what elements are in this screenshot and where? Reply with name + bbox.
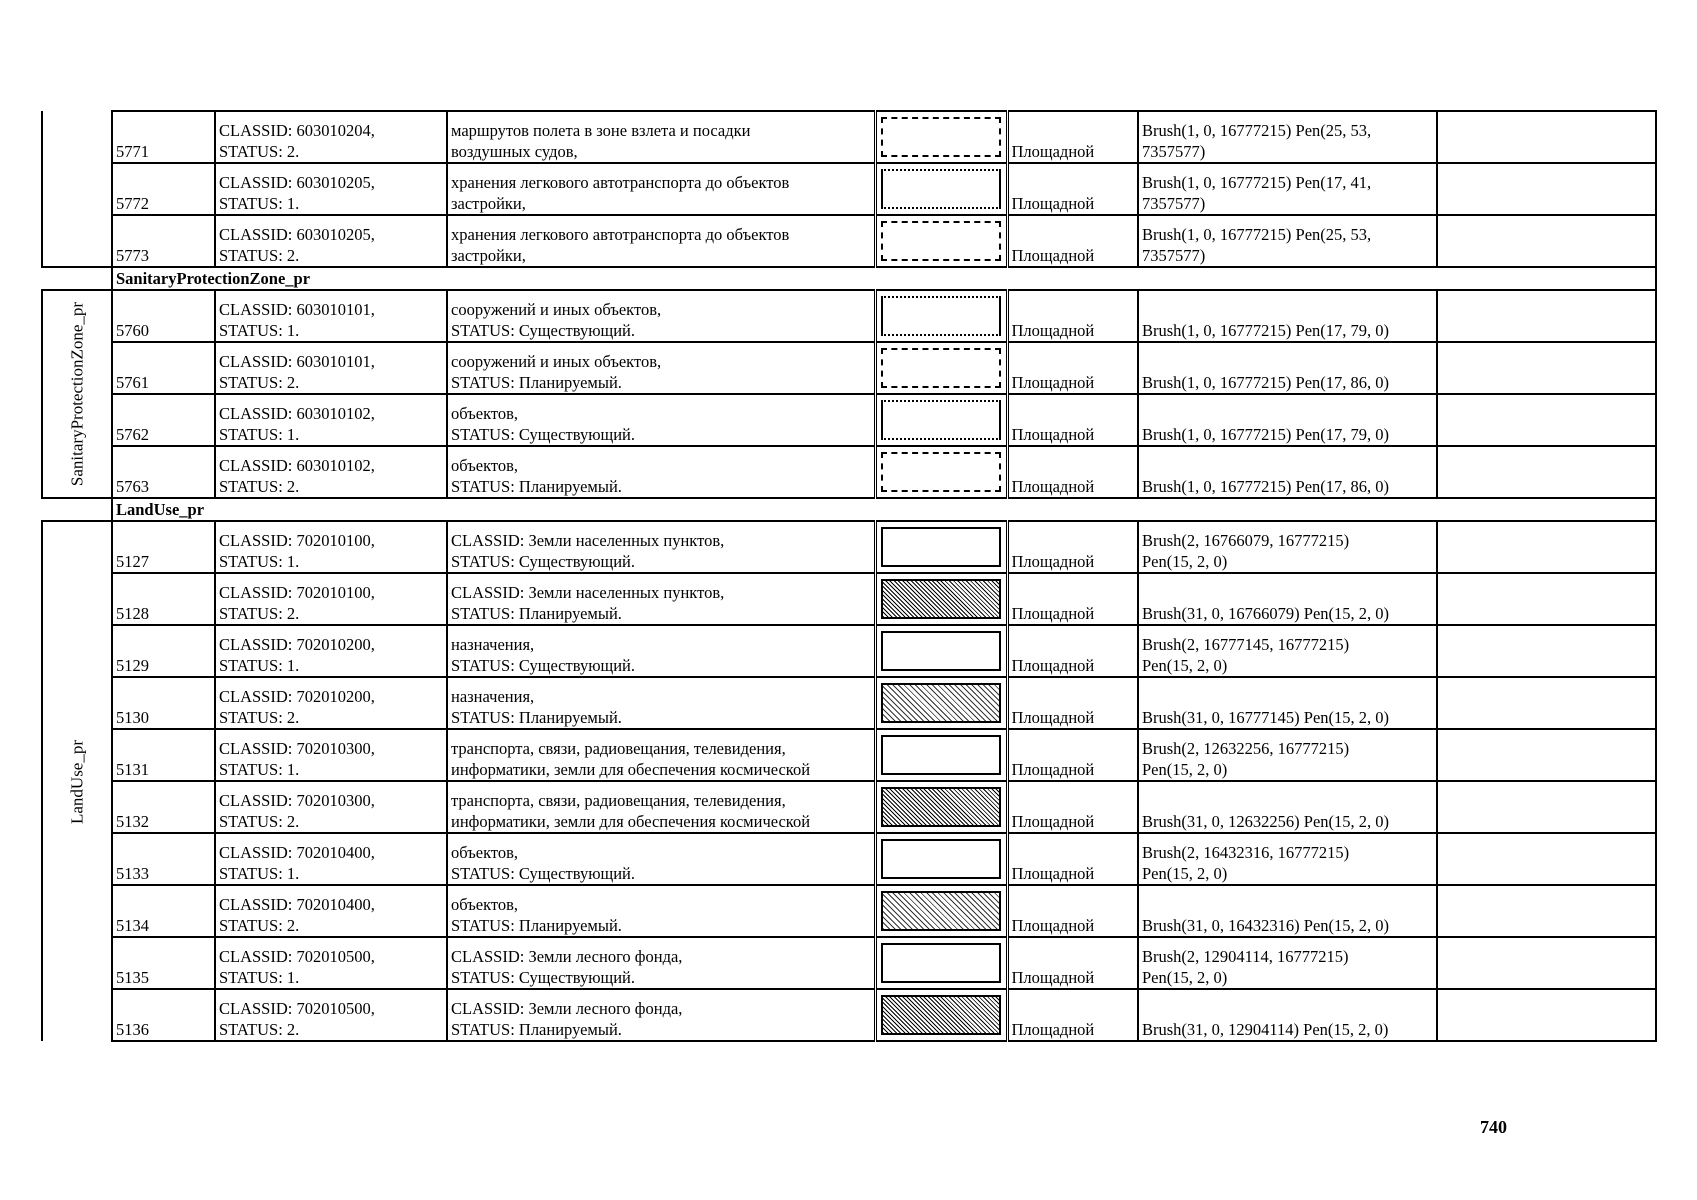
symbol-cell xyxy=(875,446,1007,498)
style-cell xyxy=(1138,833,1437,885)
style-cell xyxy=(1138,885,1437,937)
object-id: 5136 xyxy=(116,1020,149,1039)
description-line-2: застройки, xyxy=(451,246,526,265)
classid-text: CLASSID: 603010204, xyxy=(219,121,375,140)
geometry-type-cell xyxy=(1007,342,1138,394)
description-line-2: STATUS: Существующий. xyxy=(451,552,636,571)
geometry-type-cell xyxy=(1007,394,1138,446)
style-line-2: Brush(1, 0, 16777215) Pen(17, 79, 0) xyxy=(1142,425,1390,444)
symbol-swatch xyxy=(881,735,1001,775)
status-text: STATUS: 1. xyxy=(219,194,300,213)
symbol-cell xyxy=(875,163,1007,215)
description-line-1: назначения, xyxy=(451,687,535,706)
style-cell xyxy=(1138,290,1437,342)
geometry-type: Площадной xyxy=(1011,321,1095,340)
style-line-2: Pen(15, 2, 0) xyxy=(1142,968,1228,987)
object-id-cell xyxy=(112,677,215,729)
classid-text: CLASSID: 702010500, xyxy=(219,947,375,966)
object-id-cell xyxy=(112,937,215,989)
description-line-2: застройки, xyxy=(451,194,526,213)
symbol-cell xyxy=(875,781,1007,833)
table-row xyxy=(42,215,1656,267)
empty-cell xyxy=(1437,446,1656,498)
description-line-1: маршрутов полета в зоне взлета и посадки xyxy=(451,121,751,140)
empty-cell xyxy=(1437,163,1656,215)
style-line-1: Brush(2, 12904114, 16777215) xyxy=(1142,947,1349,966)
classid-cell xyxy=(215,446,447,498)
object-id: 5771 xyxy=(116,142,149,161)
classid-cell xyxy=(215,342,447,394)
description-line-2: информатики, земли для обеспечения космической xyxy=(451,760,811,779)
object-id: 5135 xyxy=(116,968,149,987)
status-text: STATUS: 2. xyxy=(219,708,300,727)
description-line-2: STATUS: Существующий. xyxy=(451,968,636,987)
geometry-type-cell xyxy=(1007,163,1138,215)
object-id: 5132 xyxy=(116,812,149,831)
classid-cell xyxy=(215,215,447,267)
empty-cell xyxy=(1437,625,1656,677)
legend-body xyxy=(42,111,1656,1041)
style-line-2: Brush(31, 0, 12904114) Pen(15, 2, 0) xyxy=(1142,1020,1389,1039)
classid-cell xyxy=(215,677,447,729)
status-text: STATUS: 2. xyxy=(219,1020,300,1039)
object-id-cell xyxy=(112,342,215,394)
table-row xyxy=(42,290,1656,342)
section-title: LandUse_pr xyxy=(112,498,1656,521)
style-line-2: Brush(31, 0, 16766079) Pen(15, 2, 0) xyxy=(1142,604,1390,623)
classid-text: CLASSID: 702010300, xyxy=(219,791,375,810)
object-id-cell xyxy=(112,446,215,498)
style-line-1: Brush(1, 0, 16777215) Pen(25, 53, xyxy=(1142,225,1372,244)
empty-cell xyxy=(1437,394,1656,446)
classid-cell xyxy=(215,937,447,989)
object-id-cell xyxy=(112,885,215,937)
geometry-type: Площадной xyxy=(1011,477,1095,496)
table-row xyxy=(42,111,1656,163)
object-id: 5762 xyxy=(116,425,149,444)
symbol-cell xyxy=(875,111,1007,163)
description-cell xyxy=(447,989,875,1041)
description-line-2: STATUS: Существующий. xyxy=(451,425,636,444)
description-line-2: STATUS: Существующий. xyxy=(451,321,636,340)
description-cell xyxy=(447,342,875,394)
symbol-swatch xyxy=(881,117,1001,157)
symbol-swatch xyxy=(881,839,1001,879)
classid-cell xyxy=(215,989,447,1041)
table-row xyxy=(42,163,1656,215)
symbol-swatch xyxy=(881,348,1001,388)
status-text: STATUS: 2. xyxy=(219,477,300,496)
status-text: STATUS: 2. xyxy=(219,373,300,392)
style-cell xyxy=(1138,989,1437,1041)
style-line-2: Brush(31, 0, 16432316) Pen(15, 2, 0) xyxy=(1142,916,1390,935)
description-cell xyxy=(447,833,875,885)
table-row xyxy=(42,446,1656,498)
description-cell xyxy=(447,573,875,625)
geometry-type: Площадной xyxy=(1011,968,1095,987)
description-cell xyxy=(447,521,875,573)
symbol-swatch xyxy=(881,579,1001,619)
object-id: 5760 xyxy=(116,321,149,340)
description-cell xyxy=(447,215,875,267)
legend-table xyxy=(41,110,1657,1042)
geometry-type: Площадной xyxy=(1011,1020,1095,1039)
object-id-cell xyxy=(112,111,215,163)
geometry-type: Площадной xyxy=(1011,760,1095,779)
object-id: 5133 xyxy=(116,864,149,883)
style-cell xyxy=(1138,729,1437,781)
group-label: SanitaryProtectionZone_pr xyxy=(67,301,87,487)
geometry-type-cell xyxy=(1007,625,1138,677)
geometry-type: Площадной xyxy=(1011,425,1095,444)
style-cell xyxy=(1138,521,1437,573)
symbol-cell xyxy=(875,989,1007,1041)
symbol-swatch xyxy=(881,296,1001,336)
description-cell xyxy=(447,625,875,677)
description-line-1: CLASSID: Земли лесного фонда, xyxy=(451,999,683,1018)
classid-text: CLASSID: 702010500, xyxy=(219,999,375,1018)
group-label-cell xyxy=(42,290,112,498)
symbol-cell xyxy=(875,625,1007,677)
symbol-cell xyxy=(875,215,1007,267)
description-line-1: хранения легкового автотранспорта до объектов xyxy=(451,173,790,192)
description-line-1: сооружений и иных объектов, xyxy=(451,352,662,371)
symbol-cell xyxy=(875,394,1007,446)
object-id: 5134 xyxy=(116,916,149,935)
status-text: STATUS: 1. xyxy=(219,552,300,571)
status-text: STATUS: 1. xyxy=(219,864,300,883)
symbol-cell xyxy=(875,290,1007,342)
style-cell xyxy=(1138,446,1437,498)
geometry-type-cell xyxy=(1007,729,1138,781)
symbol-swatch xyxy=(881,452,1001,492)
status-text: STATUS: 1. xyxy=(219,321,300,340)
classid-cell xyxy=(215,781,447,833)
style-cell xyxy=(1138,781,1437,833)
style-cell xyxy=(1138,163,1437,215)
object-id: 5128 xyxy=(116,604,149,623)
classid-text: CLASSID: 603010205, xyxy=(219,173,375,192)
description-line-2: STATUS: Планируемый. xyxy=(451,916,622,935)
table-row xyxy=(42,677,1656,729)
geometry-type-cell xyxy=(1007,215,1138,267)
group-label-cell xyxy=(42,111,112,267)
symbol-swatch xyxy=(881,683,1001,723)
symbol-cell xyxy=(875,573,1007,625)
classid-cell xyxy=(215,111,447,163)
description-line-2: STATUS: Планируемый. xyxy=(451,708,622,727)
geometry-type-cell xyxy=(1007,446,1138,498)
empty-cell xyxy=(1437,885,1656,937)
description-cell xyxy=(447,446,875,498)
style-line-2: Pen(15, 2, 0) xyxy=(1142,760,1228,779)
geometry-type-cell xyxy=(1007,937,1138,989)
empty-cell xyxy=(1437,573,1656,625)
symbol-cell xyxy=(875,342,1007,394)
section-header-row xyxy=(42,267,1656,290)
geometry-type: Площадной xyxy=(1011,142,1095,161)
description-line-1: транспорта, связи, радиовещания, телевидения, xyxy=(451,739,786,758)
description-line-2: STATUS: Планируемый. xyxy=(451,604,622,623)
object-id: 5772 xyxy=(116,194,149,213)
classid-text: CLASSID: 702010200, xyxy=(219,635,375,654)
geometry-type-cell xyxy=(1007,781,1138,833)
geometry-type: Площадной xyxy=(1011,864,1095,883)
symbol-cell xyxy=(875,885,1007,937)
style-line-2: Brush(31, 0, 12632256) Pen(15, 2, 0) xyxy=(1142,812,1390,831)
object-id: 5131 xyxy=(116,760,149,779)
style-cell xyxy=(1138,111,1437,163)
table-row xyxy=(42,729,1656,781)
table-row xyxy=(42,342,1656,394)
object-id: 5763 xyxy=(116,477,149,496)
description-cell xyxy=(447,677,875,729)
empty-cell xyxy=(1437,215,1656,267)
classid-text: CLASSID: 702010400, xyxy=(219,895,375,914)
description-line-2: STATUS: Планируемый. xyxy=(451,1020,622,1039)
geometry-type-cell xyxy=(1007,290,1138,342)
object-id-cell xyxy=(112,729,215,781)
description-cell xyxy=(447,111,875,163)
geometry-type: Площадной xyxy=(1011,552,1095,571)
symbol-swatch xyxy=(881,400,1001,440)
geometry-type: Площадной xyxy=(1011,194,1095,213)
object-id: 5761 xyxy=(116,373,149,392)
description-line-1: объектов, xyxy=(451,456,519,475)
classid-cell xyxy=(215,625,447,677)
geometry-type: Площадной xyxy=(1011,916,1095,935)
description-cell xyxy=(447,885,875,937)
classid-text: CLASSID: 603010101, xyxy=(219,300,375,319)
description-cell xyxy=(447,163,875,215)
status-text: STATUS: 2. xyxy=(219,604,300,623)
table-row xyxy=(42,781,1656,833)
status-text: STATUS: 2. xyxy=(219,916,300,935)
object-id: 5773 xyxy=(116,246,149,265)
symbol-cell xyxy=(875,833,1007,885)
description-line-1: транспорта, связи, радиовещания, телевидения, xyxy=(451,791,786,810)
object-id-cell xyxy=(112,215,215,267)
geometry-type-cell xyxy=(1007,521,1138,573)
symbol-swatch xyxy=(881,169,1001,209)
geometry-type: Площадной xyxy=(1011,656,1095,675)
geometry-type-cell xyxy=(1007,885,1138,937)
classid-text: CLASSID: 702010400, xyxy=(219,843,375,862)
classid-text: CLASSID: 603010102, xyxy=(219,404,375,423)
geometry-type: Площадной xyxy=(1011,373,1095,392)
classid-cell xyxy=(215,394,447,446)
symbol-cell xyxy=(875,937,1007,989)
geometry-type: Площадной xyxy=(1011,708,1095,727)
symbol-swatch xyxy=(881,995,1001,1035)
description-line-1: CLASSID: Земли населенных пунктов, xyxy=(451,583,725,602)
empty-cell xyxy=(1437,781,1656,833)
classid-cell xyxy=(215,729,447,781)
description-cell xyxy=(447,394,875,446)
empty-cell xyxy=(1437,677,1656,729)
style-cell xyxy=(1138,937,1437,989)
classid-text: CLASSID: 702010300, xyxy=(219,739,375,758)
style-line-1: Brush(2, 16432316, 16777215) xyxy=(1142,843,1350,862)
classid-cell xyxy=(215,573,447,625)
description-line-2: STATUS: Планируемый. xyxy=(451,477,622,496)
description-cell xyxy=(447,937,875,989)
classid-text: CLASSID: 603010101, xyxy=(219,352,375,371)
empty-cell xyxy=(1437,833,1656,885)
description-line-2: STATUS: Существующий. xyxy=(451,864,636,883)
style-cell xyxy=(1138,342,1437,394)
style-cell xyxy=(1138,215,1437,267)
description-cell xyxy=(447,781,875,833)
classid-text: CLASSID: 702010100, xyxy=(219,583,375,602)
object-id-cell xyxy=(112,394,215,446)
description-line-1: объектов, xyxy=(451,404,519,423)
object-id: 5130 xyxy=(116,708,149,727)
table-row xyxy=(42,521,1656,573)
description-line-1: назначения, xyxy=(451,635,535,654)
symbol-cell xyxy=(875,729,1007,781)
status-text: STATUS: 2. xyxy=(219,812,300,831)
style-line-2: Pen(15, 2, 0) xyxy=(1142,864,1228,883)
geometry-type-cell xyxy=(1007,573,1138,625)
symbol-cell xyxy=(875,521,1007,573)
table-row xyxy=(42,937,1656,989)
classid-text: CLASSID: 603010102, xyxy=(219,456,375,475)
style-cell xyxy=(1138,677,1437,729)
style-line-1: Brush(2, 12632256, 16777215) xyxy=(1142,739,1350,758)
symbol-swatch xyxy=(881,943,1001,983)
section-header-row xyxy=(42,498,1656,521)
object-id-cell xyxy=(112,163,215,215)
object-id-cell xyxy=(112,989,215,1041)
section-title: SanitaryProtectionZone_pr xyxy=(112,267,1656,290)
classid-text: CLASSID: 702010100, xyxy=(219,531,375,550)
object-id: 5129 xyxy=(116,656,149,675)
description-line-1: CLASSID: Земли лесного фонда, xyxy=(451,947,683,966)
style-line-1: Brush(2, 16777145, 16777215) xyxy=(1142,635,1350,654)
empty-cell xyxy=(1437,290,1656,342)
classid-cell xyxy=(215,163,447,215)
symbol-swatch xyxy=(881,631,1001,671)
status-text: STATUS: 1. xyxy=(219,968,300,987)
style-line-2: Pen(15, 2, 0) xyxy=(1142,552,1228,571)
object-id-cell xyxy=(112,573,215,625)
description-line-1: хранения легкового автотранспорта до объектов xyxy=(451,225,790,244)
style-cell xyxy=(1138,394,1437,446)
table-row xyxy=(42,625,1656,677)
classid-cell xyxy=(215,833,447,885)
classid-cell xyxy=(215,885,447,937)
description-line-2: STATUS: Существующий. xyxy=(451,656,636,675)
description-line-1: объектов, xyxy=(451,843,519,862)
style-line-2: 7357577) xyxy=(1142,246,1206,265)
description-cell xyxy=(447,290,875,342)
empty-cell xyxy=(1437,937,1656,989)
object-id-cell xyxy=(112,625,215,677)
description-line-1: сооружений и иных объектов, xyxy=(451,300,662,319)
object-id: 5127 xyxy=(116,552,149,571)
description-line-2: воздушных судов, xyxy=(451,142,578,161)
description-cell xyxy=(447,729,875,781)
geometry-type-cell xyxy=(1007,111,1138,163)
style-line-2: 7357577) xyxy=(1142,194,1206,213)
empty-cell xyxy=(1437,729,1656,781)
empty-cell xyxy=(1437,989,1656,1041)
table-row xyxy=(42,573,1656,625)
symbol-swatch xyxy=(881,787,1001,827)
object-id-cell xyxy=(112,290,215,342)
classid-text: CLASSID: 603010205, xyxy=(219,225,375,244)
page-number: 740 xyxy=(1480,1117,1507,1137)
geometry-type: Площадной xyxy=(1011,604,1095,623)
description-line-1: объектов, xyxy=(451,895,519,914)
status-text: STATUS: 1. xyxy=(219,760,300,779)
empty-cell xyxy=(1437,342,1656,394)
style-line-1: Brush(1, 0, 16777215) Pen(17, 41, xyxy=(1142,173,1372,192)
style-cell xyxy=(1138,573,1437,625)
style-line-1: Brush(2, 16766079, 16777215) xyxy=(1142,531,1350,550)
style-line-2: 7357577) xyxy=(1142,142,1206,161)
symbol-cell xyxy=(875,677,1007,729)
symbol-swatch xyxy=(881,891,1001,931)
style-line-2: Brush(31, 0, 16777145) Pen(15, 2, 0) xyxy=(1142,708,1390,727)
geometry-type: Площадной xyxy=(1011,812,1095,831)
classid-cell xyxy=(215,290,447,342)
style-line-2: Brush(1, 0, 16777215) Pen(17, 86, 0) xyxy=(1142,477,1390,496)
table-row xyxy=(42,394,1656,446)
empty-cell xyxy=(1437,521,1656,573)
classid-cell xyxy=(215,521,447,573)
geometry-type-cell xyxy=(1007,677,1138,729)
empty-cell xyxy=(1437,111,1656,163)
symbol-swatch xyxy=(881,221,1001,261)
object-id-cell xyxy=(112,521,215,573)
geometry-type-cell xyxy=(1007,833,1138,885)
description-line-2: информатики, земли для обеспечения космической xyxy=(451,812,811,831)
geometry-type-cell xyxy=(1007,989,1138,1041)
group-label: LandUse_pr xyxy=(67,739,87,824)
style-line-1: Brush(1, 0, 16777215) Pen(25, 53, xyxy=(1142,121,1372,140)
object-id-cell xyxy=(112,833,215,885)
style-line-2: Brush(1, 0, 16777215) Pen(17, 86, 0) xyxy=(1142,373,1390,392)
status-text: STATUS: 2. xyxy=(219,246,300,265)
classid-text: CLASSID: 702010200, xyxy=(219,687,375,706)
symbol-swatch xyxy=(881,527,1001,567)
status-text: STATUS: 1. xyxy=(219,656,300,675)
status-text: STATUS: 1. xyxy=(219,425,300,444)
style-cell xyxy=(1138,625,1437,677)
table-row xyxy=(42,989,1656,1041)
description-line-1: CLASSID: Земли населенных пунктов, xyxy=(451,531,725,550)
group-label-cell xyxy=(42,521,112,1041)
section-spacer xyxy=(42,498,112,521)
status-text: STATUS: 2. xyxy=(219,142,300,161)
table-row xyxy=(42,885,1656,937)
style-line-2: Brush(1, 0, 16777215) Pen(17, 79, 0) xyxy=(1142,321,1390,340)
table-row xyxy=(42,833,1656,885)
geometry-type: Площадной xyxy=(1011,246,1095,265)
object-id-cell xyxy=(112,781,215,833)
style-line-2: Pen(15, 2, 0) xyxy=(1142,656,1228,675)
description-line-2: STATUS: Планируемый. xyxy=(451,373,622,392)
section-spacer xyxy=(42,267,112,290)
